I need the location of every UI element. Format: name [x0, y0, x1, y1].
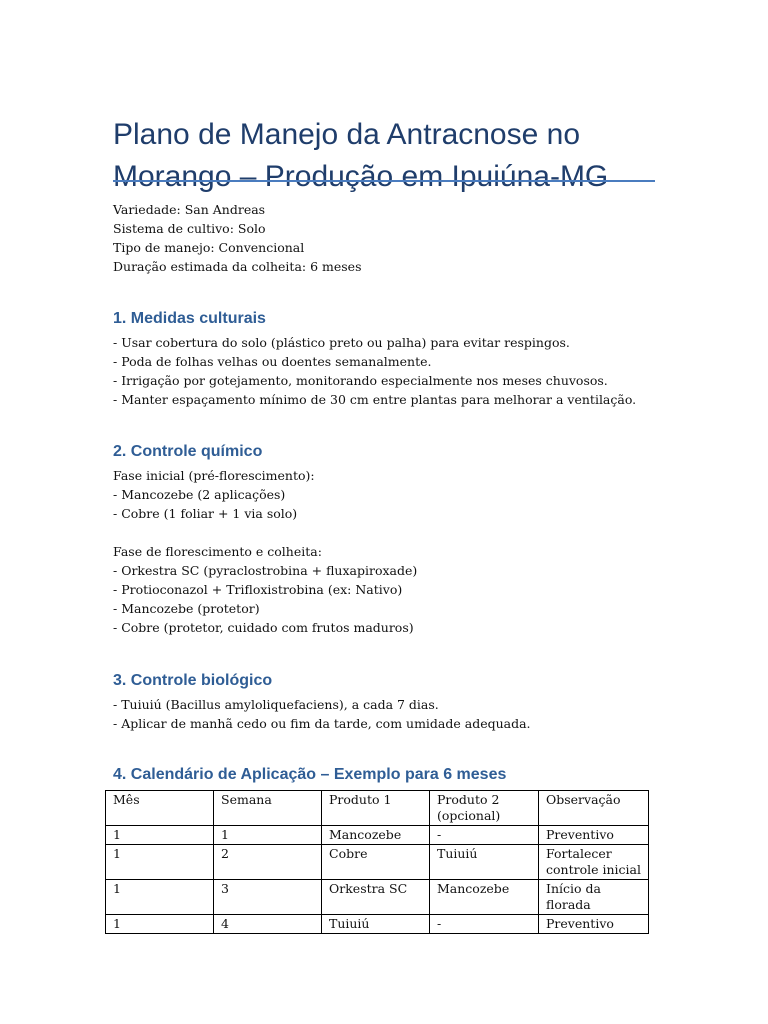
list-item: - Orkestra SC (pyraclostrobina + fluxapiroxade)	[113, 563, 418, 578]
list-item: - Tuiuiú (Bacillus amyloliquefaciens), a cada 7 dias.	[113, 697, 439, 712]
table-header-row	[106, 791, 649, 826]
meta-variety: Variedade: San Andreas	[113, 202, 266, 217]
cell-observation: Preventivo	[539, 915, 649, 934]
section-cultural-list	[113, 333, 636, 409]
cell-month: 1	[106, 915, 214, 934]
cell-product-2: -	[430, 826, 539, 845]
cell-product-1: Orkestra SC	[322, 880, 430, 915]
cell-month: 1	[106, 826, 214, 845]
cell-month: 1	[106, 845, 214, 880]
column-header-month: Mês	[106, 791, 214, 826]
cell-product-1: Mancozebe	[322, 826, 430, 845]
list-item: - Protioconazol + Trifloxistrobina (ex: Nativo)	[113, 582, 403, 597]
column-header-product-2: Produto 2 (opcional)	[430, 791, 539, 826]
cell-week: 3	[214, 880, 322, 915]
cell-week: 2	[214, 845, 322, 880]
document-title: Plano de Manejo da Antracnose no Morango – Produção em Ipuiúna-MG	[113, 118, 609, 194]
meta-duration: Duração estimada da colheita: 6 meses	[113, 259, 362, 274]
list-item: - Irrigação por gotejamento, monitorando especialmente nos meses chuvosos.	[113, 373, 608, 388]
phase-initial-title: Fase inicial (pré-florescimento):	[113, 468, 315, 483]
list-item: - Mancozebe (2 aplicações)	[113, 487, 286, 502]
list-item: - Mancozebe (protetor)	[113, 601, 260, 616]
cell-observation: Fortalecer controle inicial	[539, 845, 649, 880]
table-row	[106, 915, 649, 934]
table-row	[106, 826, 649, 845]
list-item: - Aplicar de manhã cedo ou fim da tarde, com umidade adequada.	[113, 716, 531, 731]
section-cultural-heading: 1. Medidas culturais	[113, 310, 266, 327]
section-calendar-heading: 4. Calendário de Aplicação – Exemplo para 6 meses	[113, 766, 507, 783]
meta-management: Tipo de manejo: Convencional	[113, 240, 305, 255]
table-row	[106, 845, 649, 880]
cell-product-1: Cobre	[322, 845, 430, 880]
crop-metadata	[113, 200, 361, 276]
column-header-week: Semana	[214, 791, 322, 826]
list-item: - Manter espaçamento mínimo de 30 cm entre plantas para melhorar a ventilação.	[113, 392, 637, 407]
cell-product-2: -	[430, 915, 539, 934]
spacer	[113, 523, 417, 542]
list-item: - Poda de folhas velhas ou doentes semanalmente.	[113, 354, 432, 369]
list-item: - Usar cobertura do solo (plástico preto ou palha) para evitar respingos.	[113, 335, 570, 350]
application-calendar-table	[105, 790, 649, 934]
column-header-observation: Observação	[539, 791, 649, 826]
meta-system: Sistema de cultivo: Solo	[113, 221, 266, 236]
cell-product-1: Tuiuiú	[322, 915, 430, 934]
cell-observation: Início da florada	[539, 880, 649, 915]
cell-observation: Preventivo	[539, 826, 649, 845]
column-header-product-1: Produto 1	[322, 791, 430, 826]
section-biological-list	[113, 695, 531, 733]
cell-month: 1	[106, 880, 214, 915]
cell-product-2: Mancozebe	[430, 880, 539, 915]
section-chemical-list	[113, 466, 417, 637]
title-underline	[113, 180, 655, 182]
section-chemical-heading: 2. Controle químico	[113, 443, 263, 460]
cell-product-2: Tuiuiú	[430, 845, 539, 880]
table-row	[106, 880, 649, 915]
cell-week: 4	[214, 915, 322, 934]
cell-week: 1	[214, 826, 322, 845]
section-biological-heading: 3. Controle biológico	[113, 672, 273, 689]
phase-flowering-title: Fase de florescimento e colheita:	[113, 544, 322, 559]
list-item: - Cobre (1 foliar + 1 via solo)	[113, 506, 298, 521]
list-item: - Cobre (protetor, cuidado com frutos maduros)	[113, 620, 414, 635]
